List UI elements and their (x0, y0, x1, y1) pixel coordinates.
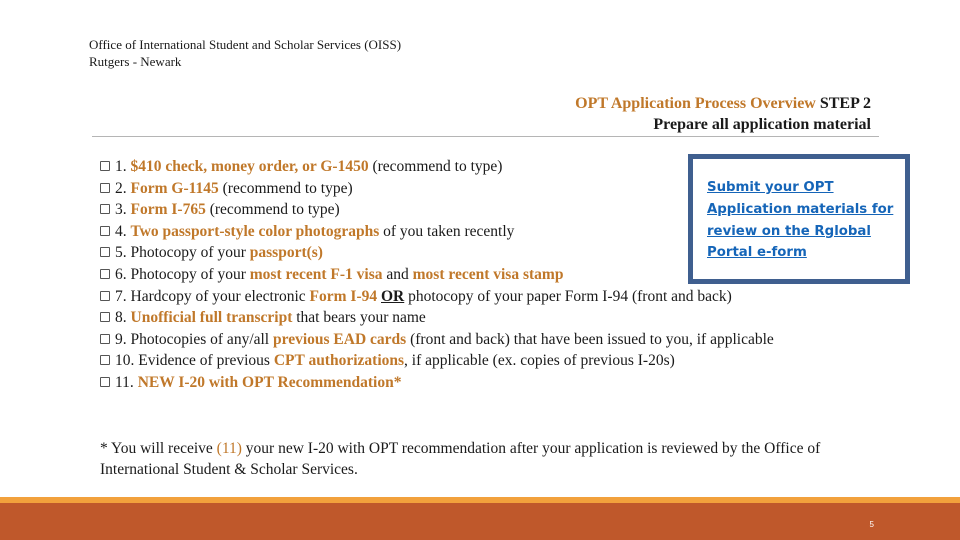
title-main: OPT Application Process Overview (575, 95, 816, 112)
checkbox-icon (100, 291, 110, 301)
submission-callout (688, 154, 910, 284)
page-number: 5 (869, 520, 874, 529)
slide-header (89, 36, 401, 70)
list-item: 5. Photocopy of your passport(s) (100, 242, 860, 264)
list-item: 10. Evidence of previous CPT authorizations, if applicable (ex. copies of previous I-20s) (100, 350, 860, 372)
slide-title (575, 93, 871, 135)
footnote: * You will receive (11) your new I-20 with OPT recommendation after your application is reviewed by the Office of International Student & Scholar Services. (100, 440, 821, 478)
checkbox-icon (100, 312, 110, 322)
list-item: 11. NEW I-20 with OPT Recommendation* (100, 372, 860, 394)
checkbox-icon (100, 247, 110, 257)
rglobal-portal-link[interactable]: Submit your OPT Application materials for review on the Rglobal Portal e-form (707, 180, 894, 261)
title-divider (92, 136, 879, 137)
checkbox-icon (100, 377, 110, 387)
checkbox-icon (100, 226, 110, 236)
checkbox-icon (100, 269, 110, 279)
checkbox-icon (100, 334, 110, 344)
checkbox-icon (100, 355, 110, 365)
checkbox-icon (100, 161, 110, 171)
list-item: 8. Unofficial full transcript that bears your name (100, 307, 860, 329)
title-step: STEP 2 (815, 95, 871, 112)
checkbox-icon (100, 183, 110, 193)
list-item: 2. Form G-1145 (recommend to type) (100, 178, 860, 200)
list-item: 7. Hardcopy of your electronic Form I-94 OR photocopy of your paper Form I-94 (front and back) (100, 286, 860, 308)
list-item: 6. Photocopy of your most recent F-1 visa and most recent visa stamp (100, 264, 860, 286)
list-item: 1. $410 check, money order, or G-1450 (recommend to type) (100, 156, 860, 178)
checkbox-icon (100, 204, 110, 214)
footer-bar (0, 503, 960, 540)
office-name: Office of International Student and Scholar Services (OISS) (89, 37, 402, 52)
list-item: 4. Two passport-style color photographs of you taken recently (100, 221, 860, 243)
list-item: 3. Form I-765 (recommend to type) (100, 199, 860, 221)
list-item: 9. Photocopies of any/all previous EAD cards (front and back) that have been issued to you, if applicable (100, 329, 820, 351)
title-subtitle: Prepare all application material (653, 116, 871, 133)
campus-name: Rutgers - Newark (89, 54, 182, 69)
